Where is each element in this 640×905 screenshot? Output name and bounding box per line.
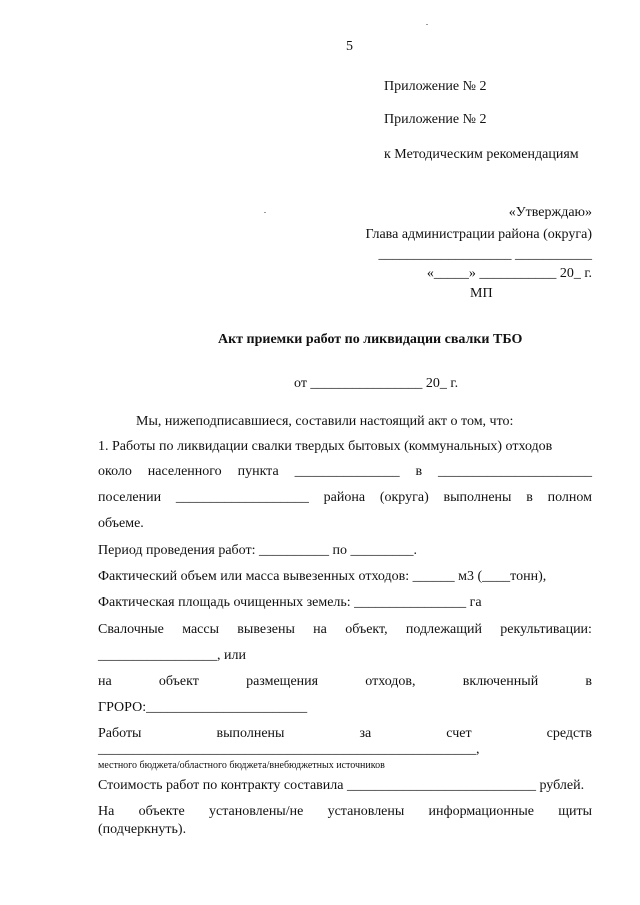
- word: подлежащий: [405, 622, 482, 637]
- approval-date-line: «_____» ___________ 20_ г.: [426, 266, 592, 281]
- scan-speck: [264, 212, 266, 213]
- word: рекультивации:: [500, 622, 592, 637]
- period-line: Период проведения работ: __________ по _________.: [98, 543, 417, 558]
- appendix-label-repeat: Приложение № 2: [384, 112, 487, 127]
- stamp-label: МП: [470, 286, 493, 301]
- page-number: 5: [346, 39, 353, 54]
- word: средств: [546, 726, 592, 741]
- word: поселении: [98, 490, 162, 505]
- word: пункта: [237, 464, 279, 479]
- word: объект: [158, 674, 199, 689]
- boards-line1: [98, 805, 592, 819]
- item1-line2: [98, 465, 592, 479]
- cost-line: Стоимость работ по контракту составила ___________________________ рублей.: [98, 778, 585, 793]
- word: счет: [446, 726, 472, 741]
- word: за: [359, 726, 372, 741]
- intro-text: Мы, нижеподписавшиеся, составили настоящий акт о том, что:: [136, 414, 514, 429]
- approval-signature-line: ___________________ ___________: [378, 247, 592, 262]
- word: на: [313, 622, 327, 637]
- word: (округа): [379, 490, 429, 505]
- blank-settlement: _______________: [294, 464, 400, 479]
- word: вывезены: [237, 622, 295, 637]
- object-line2: ГРОРО:_______________________: [98, 700, 308, 715]
- word: в: [415, 464, 423, 479]
- word: района: [323, 490, 366, 505]
- scan-speck: [426, 24, 428, 25]
- word: населенного: [147, 464, 222, 479]
- word: На: [98, 804, 115, 819]
- word: объект,: [345, 622, 388, 637]
- word: установлены: [327, 804, 405, 819]
- word: полном: [547, 490, 592, 505]
- approval-title: «Утверждаю»: [508, 205, 592, 220]
- word: Работы: [98, 726, 142, 741]
- word: включенный: [462, 674, 539, 689]
- document-title: Акт приемки работ по ликвидации свалки ТБО: [218, 332, 523, 347]
- blank-settlement-name: ___________________: [175, 490, 309, 505]
- word: в: [585, 674, 592, 689]
- item1-line3: [98, 491, 592, 505]
- boards-line2: (подчеркнуть).: [98, 822, 187, 837]
- word: отходов,: [365, 674, 416, 689]
- dump-line1: [98, 623, 592, 637]
- word: Свалочные: [98, 622, 164, 637]
- object-line1: [98, 675, 592, 689]
- word: выполнены: [216, 726, 285, 741]
- dump-line2: _________________, или: [98, 648, 246, 663]
- approval-head: Глава администрации района (округа): [365, 227, 592, 242]
- word: размещения: [246, 674, 319, 689]
- word: массы: [182, 622, 219, 637]
- word: в: [526, 490, 533, 505]
- volume-line: Фактический объем или масса вывезенных отходов: ______ м3 (____тонн),: [98, 569, 547, 584]
- funds-line1: [98, 727, 592, 741]
- area-line: Фактическая площадь очищенных земель: ________________ га: [98, 595, 482, 610]
- appendix-reference: к Методическим рекомендациям: [384, 147, 579, 162]
- item1-line4: объеме.: [98, 516, 144, 531]
- item1-line1: 1. Работы по ликвидации свалки твердых бытовых (коммунальных) отходов: [98, 439, 553, 454]
- act-date: от ________________ 20_ г.: [294, 376, 459, 391]
- funds-line2: ______________________________________________________,: [98, 742, 480, 757]
- word: установлены/не: [208, 804, 304, 819]
- funds-note: местного бюджета/областного бюджета/внебюджетных источников: [98, 760, 385, 771]
- word: выполнены: [443, 490, 512, 505]
- appendix-label: Приложение № 2: [384, 79, 487, 94]
- word: щиты: [558, 804, 592, 819]
- word: объекте: [138, 804, 185, 819]
- blank-location: ______________________: [437, 464, 592, 479]
- word: на: [98, 674, 112, 689]
- word: информационные: [428, 804, 534, 819]
- word: около: [98, 464, 132, 479]
